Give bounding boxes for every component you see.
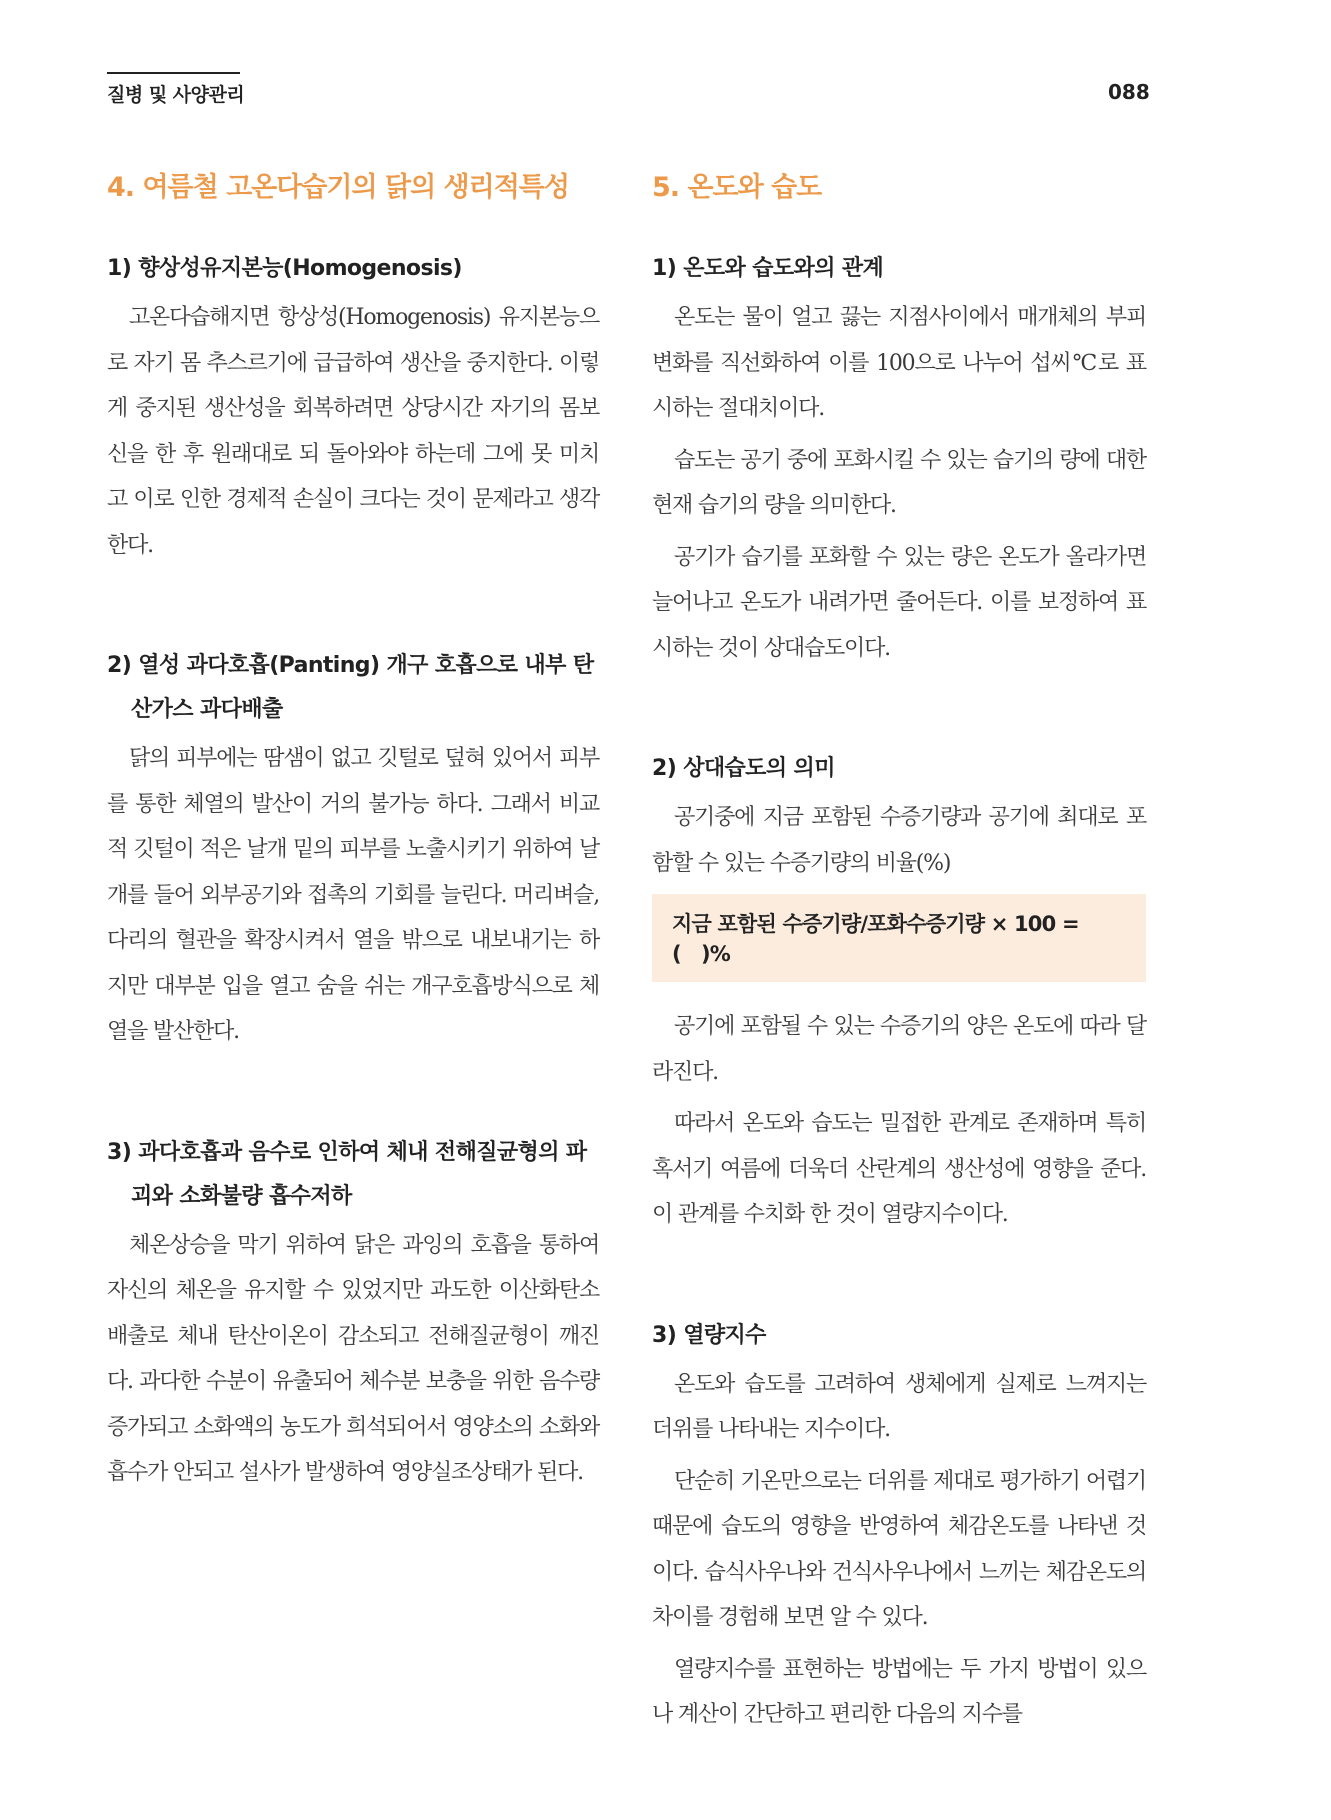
subsection-heading: 3) 과다호흡과 음수로 인하여 체내 전해질균형의 파괴와 소화불량 흡수저하 [107, 1139, 587, 1209]
paragraph: 온도와 습도를 고려하여 생체에게 실제로 느껴지는 더위를 나타내는 지수이다. [652, 1371, 1146, 1443]
subsection-heading: 1) 온도와 습도와의 관계 [652, 256, 884, 282]
paragraph: 닭의 피부에는 땀샘이 없고 깃털로 덮혀 있어서 피부를 통한 체열의 발산이 거의 불가능 하다. 그래서 비교적 깃털이 적은 날개 밑의 피부를 노출시키기 위하여 날개를 들어 외부공기와 접촉의 기회를 늘린다. 머리벼슬, 다리의 혈관을 확장시켜서 열을 밖으로 내보내기는 하지만 대부분 입을 열고 숨을 쉬는 개구호흡방식으로 체열을 발산한다. [107, 746, 599, 1045]
paragraph: 따라서 온도와 습도는 밀접한 관계로 존재하며 특히 혹서기 여름에 더욱더 산란계의 생산성에 영향을 준다. 이 관계를 수치화 한 것이 열량지수이다. [652, 1111, 1146, 1228]
paragraph: 체온상승을 막기 위하여 닭은 과잉의 호흡을 통하여 자신의 체온을 유지할 수 있었지만 과도한 이산화탄소 배출로 체내 탄산이온이 감소되고 전해질균형이 깨진다. 과다한 수분이 유출되어 체수분 보충을 위한 음수량 증가되고 소화액의 농도가 희석되어서 영양소의 소화와 흡수가 안되고 설사가 발생하여 영양실조상태가 된다. [107, 1232, 599, 1486]
paragraph: 고온다습해지면 항상성(Homogenosis) 유지본능으로 자기 몸 추스르기에 급급하여 생산을 중지한다. 이렇게 중지된 생산성을 회복하려면 상당시간 자기의 몸보신을 한 후 원래대로 되 돌아와야 하는데 그에 못 미치고 이로 인한 경제적 손실이 크다는 것이 문제라고 생각한다. [107, 305, 599, 558]
section-title: 4. 여름철 고온다습기의 닭의 생리적특성 [107, 172, 569, 203]
paragraph: 습도는 공기 중에 포화시킬 수 있는 습기의 량에 대한 현재 습기의 량을 의미한다. [652, 447, 1146, 519]
paragraph: 단순히 기온만으로는 더위를 제대로 평가하기 어렵기 때문에 습도의 영향을 반영하여 체감온도를 나타낸 것이다. 습식사우나와 건식사우나에서 느끼는 체감온도의 차이를 경험해 보면 알 수 있다. [652, 1468, 1146, 1631]
paragraph: 공기에 포함될 수 있는 수증기의 양은 온도에 따라 달라진다. [652, 1014, 1146, 1085]
formula-box: 지금 포함된 수증기량/포화수증기량 × 100 = ( )% [652, 894, 1146, 982]
subsection-heading: 1) 향상성유지본능(Homogenosis) [107, 256, 462, 282]
subsection-heading: 2) 열성 과다호흡(Panting) 개구 호흡으로 내부 탄산가스 과다배출 [107, 653, 594, 723]
running-head: 질병 및 사양관리 [107, 84, 245, 106]
right-column [652, 170, 1146, 1744]
paragraph: 공기가 습기를 포화할 수 있는 량은 온도가 올라가면 늘어나고 온도가 내려가면 줄어든다. 이를 보정하여 표시하는 것이 상대습도이다. [652, 544, 1146, 661]
page-number: 088 [1108, 80, 1150, 104]
paragraph: 공기중에 지금 포함된 수증기량과 공기에 최대로 포함할 수 있는 수증기량의 비율(%) [652, 805, 1146, 876]
header-rule [107, 72, 240, 74]
paragraph: 열량지수를 표현하는 방법에는 두 가지 방법이 있으나 계산이 간단하고 편리한 다음의 지수를 [652, 1656, 1146, 1728]
section-title: 5. 온도와 습도 [652, 172, 822, 203]
subsection-heading: 2) 상대습도의 의미 [652, 756, 835, 782]
subsection-heading: 3) 열량지수 [652, 1322, 766, 1348]
paragraph: 온도는 물이 얼고 끓는 지점사이에서 매개체의 부피변화를 직선화하여 이를 100으로 나누어 섭씨℃로 표시하는 절대치이다. [652, 305, 1146, 422]
left-column [107, 170, 599, 1502]
